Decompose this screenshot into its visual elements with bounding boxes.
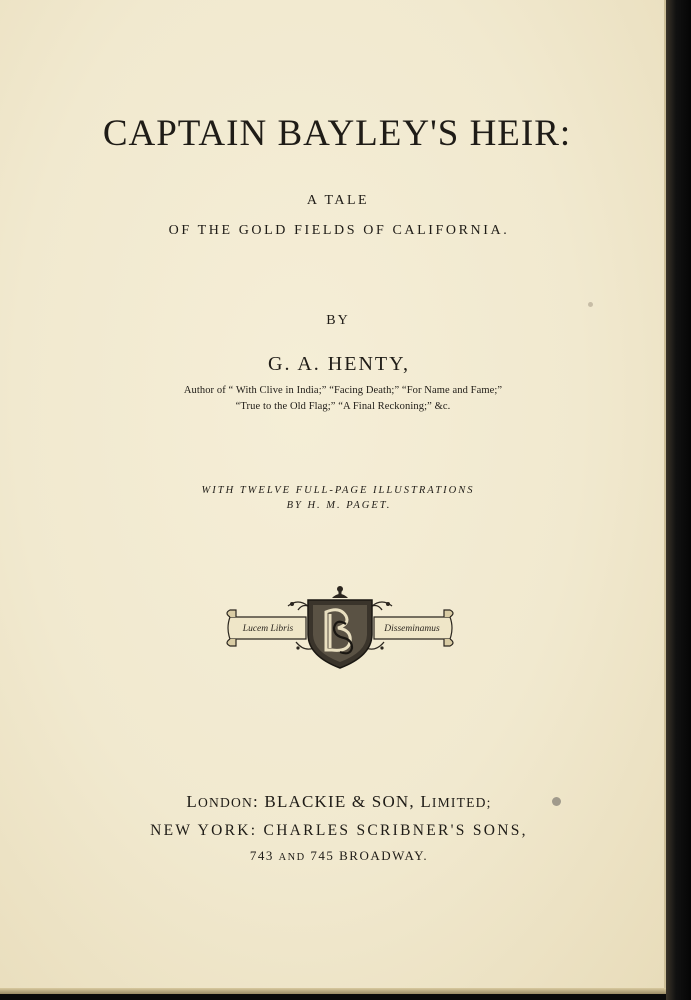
foxing-spot [588,302,593,307]
author-works-line-1: Author of “ With Clive in India;” “Facing Death;” “For Name and Fame;” [183,385,503,396]
page-bottom-edge [0,988,670,994]
imprint-address-num1: 743 [249,848,279,863]
imprint-new-york: NEW YORK: CHARLES SCRIBNER'S SONS, [150,822,528,839]
shield-monogram-icon [308,600,372,668]
illustrations-line-1: WITH TWELVE FULL-PAGE ILLUSTRATIONS [201,485,475,496]
binding-shadow [666,0,691,1000]
imprint-address-rest: 745 BROADWAY. [305,848,429,863]
foxing-spot [552,797,561,806]
right-scroll-motto: Disseminamus [384,624,440,634]
by-label: BY [326,313,350,328]
imprint-publisher: BLACKIE & SON, [258,792,421,811]
illustrations-line-2: BY H. M. PAGET. [286,500,392,511]
subtitle-line-2: OF THE GOLD FIELDS OF CALIFORNIA. [168,223,510,238]
imprint-limited-rest: IMITED; [431,795,492,810]
imprint-address-and: AND [278,852,306,863]
imprint-london [6,792,672,812]
subtitle-line-1: A TALE [306,193,370,208]
imprint-london-initial: L [186,792,198,811]
imprint-address [6,848,672,864]
imprint-colon: : [253,792,259,811]
left-scroll-motto: Lucem Libris [242,624,294,634]
imprint-limited-initial: L [420,792,432,811]
crown-ornament-icon [332,586,348,598]
book-title: CAPTAIN BAYLEY'S HEIR: [102,113,572,154]
author-works-line-2: “True to the Old Flag;” “A Final Reckoning;” &c. [235,401,451,412]
publisher-emblem [226,584,454,674]
author-name: G. A. HENTY, [268,353,410,375]
imprint-london-rest: ONDON [197,795,254,810]
